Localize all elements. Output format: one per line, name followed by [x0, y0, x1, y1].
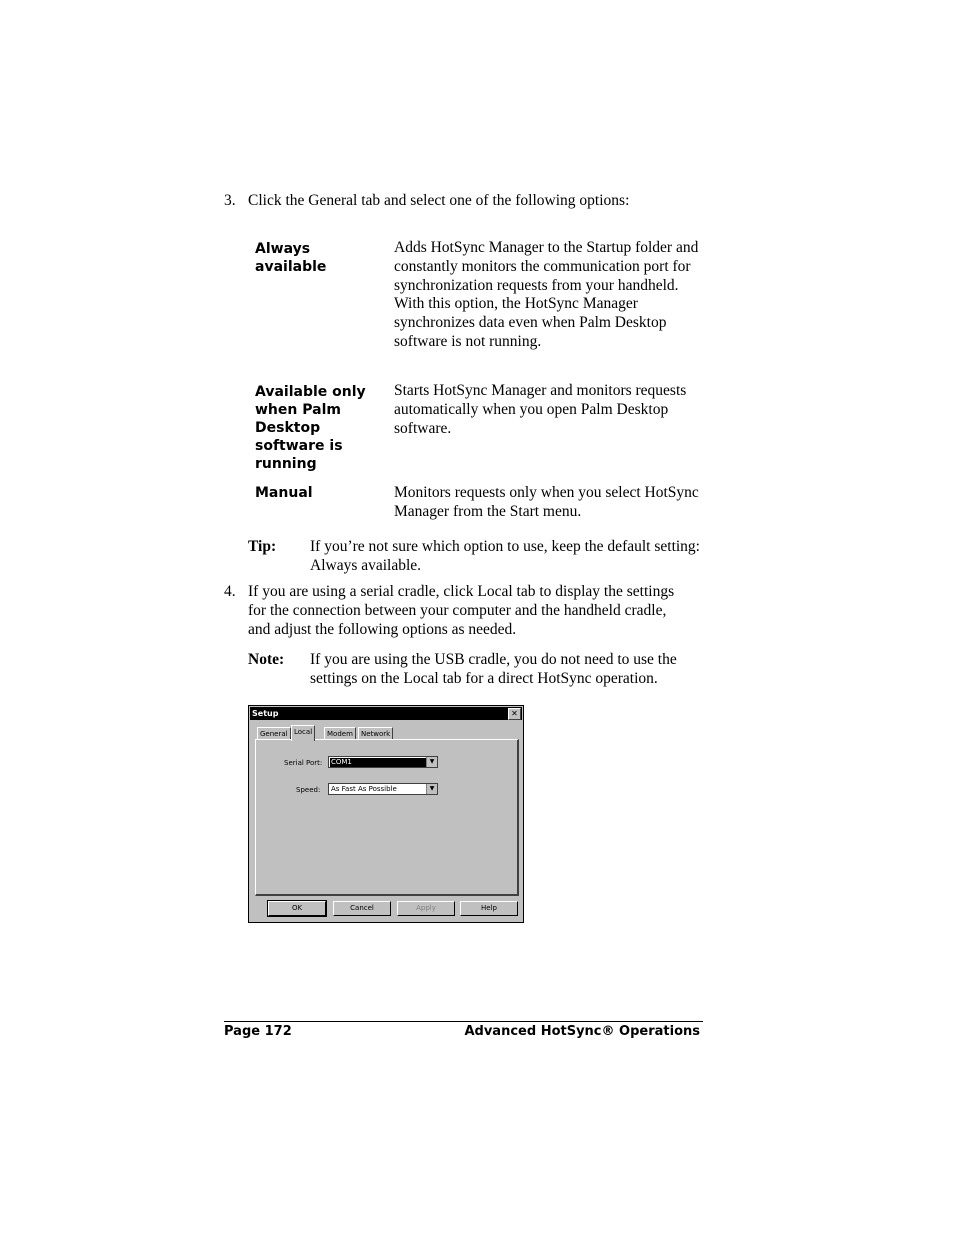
option-term-available-only: Available only when Palm Desktop software is running [255, 384, 366, 472]
help-button[interactable]: Help [460, 901, 518, 916]
ok-button[interactable]: OK [268, 901, 326, 916]
section-title: Advanced HotSync® Operations [464, 1024, 700, 1039]
chevron-down-icon[interactable]: ▼ [426, 784, 437, 794]
option-term-always-available: Always available [255, 241, 327, 275]
serial-port-value: COM1 [330, 758, 427, 767]
tab-network[interactable]: Network [358, 727, 393, 740]
chevron-down-icon[interactable]: ▼ [426, 757, 437, 767]
tab-local[interactable]: Local [291, 725, 315, 741]
tip-label: Tip: [248, 538, 277, 555]
speed-value: As Fast As Possible [331, 785, 397, 793]
serial-port-label: Serial Port: [284, 759, 323, 767]
option-desc-available-only: Starts HotSync Manager and monitors requests automatically when you open Palm Desktop software. [394, 382, 687, 437]
option-term-manual: Manual [255, 485, 313, 501]
close-icon[interactable]: ✕ [508, 708, 521, 720]
speed-select[interactable] [328, 783, 438, 795]
dialog-title-bar [250, 707, 522, 720]
tip-text: If you’re not sure which option to use, keep the default setting: Always available. [310, 538, 700, 574]
setup-dialog [248, 705, 524, 923]
step-4-text: If you are using a serial cradle, click Local tab to display the settings for the connection between your computer and the handheld cradle, and adjust the following options as needed. [248, 583, 675, 638]
speed-label: Speed: [296, 786, 321, 794]
step-3-text: Click the General tab and select one of the following options: [248, 192, 630, 209]
option-desc-always-available: Adds HotSync Manager to the Startup folder and constantly monitors the communication port for synchronization requests from your handheld. With this option, the HotSync Manager synchronizes data even when Palm Desktop software is not running. [394, 239, 699, 350]
serial-port-select[interactable] [328, 756, 438, 768]
apply-button[interactable]: Apply [397, 901, 455, 916]
note-text: If you are using the USB cradle, you do not need to use the settings on the Local tab for a direct HotSync operation. [310, 651, 677, 687]
tab-modem[interactable]: Modem [324, 727, 356, 740]
cancel-button[interactable]: Cancel [333, 901, 391, 916]
step-3-number: 3. [224, 192, 236, 209]
option-desc-manual: Monitors requests only when you select HotSync Manager from the Start menu. [394, 484, 699, 520]
tab-general[interactable]: General [257, 727, 291, 740]
dialog-title: Setup [252, 709, 279, 718]
step-4-number: 4. [224, 583, 236, 600]
page-number: Page 172 [224, 1024, 292, 1039]
note-label: Note: [248, 651, 285, 668]
footer-divider [224, 1021, 703, 1022]
